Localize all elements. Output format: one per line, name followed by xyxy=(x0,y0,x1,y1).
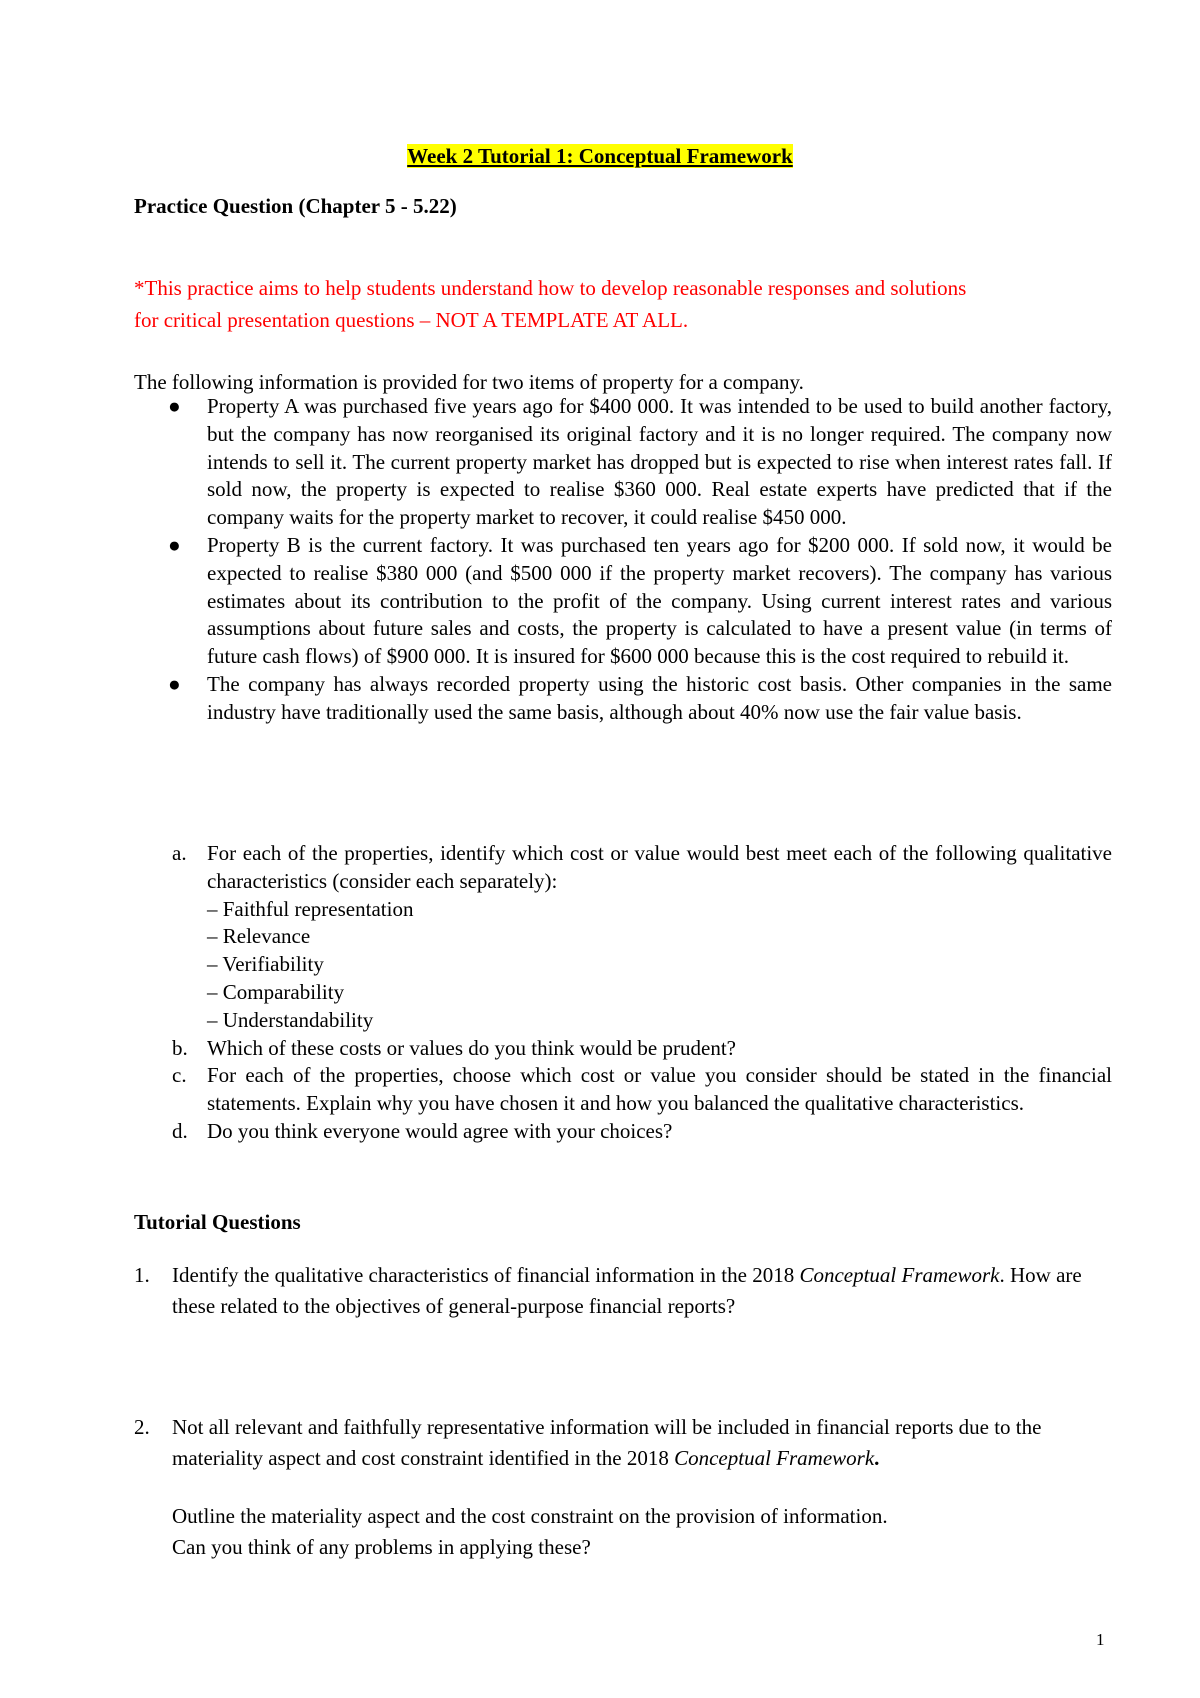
question-d xyxy=(134,1118,1112,1146)
question-marker: 2. xyxy=(134,1415,150,1439)
question-marker: c. xyxy=(172,1063,187,1088)
tutorial-question-1 xyxy=(134,1260,1112,1322)
bullet-text: Property A was purchased five years ago for $400 000. It was intended to be used to build another factory, but the company has now reorganised its original factory and it is no longer required. The company now intends to sell it. The current property market has dropped but is expected to rise when interest rates fall. If sold now, the property is expected to realise $360 000. Real estate experts have predicted that if the company waits for the property market to recover, it could realise $450 000. xyxy=(207,394,1112,530)
practice-note-line2: for critical presentation questions – NOT A TEMPLATE AT ALL. xyxy=(134,308,689,332)
q2-main xyxy=(134,1412,1112,1474)
practice-heading: Practice Question (Chapter 5 - 5.22) xyxy=(134,194,457,218)
page-title xyxy=(0,142,1200,170)
title-text: Week 2 Tutorial 1: Conceptual Framework xyxy=(407,144,793,168)
question-marker: d. xyxy=(172,1118,188,1143)
q2-line3: Can you think of any problems in applying these? xyxy=(172,1535,591,1559)
tutorial-question-2 xyxy=(134,1412,1112,1563)
q1-text-pre: Identify the qualitative characteristics of financial information in the 2018 xyxy=(172,1263,800,1287)
list-item xyxy=(134,671,1112,727)
q2-text-italic: Conceptual Framework xyxy=(674,1446,875,1470)
question-text: Which of these costs or values do you think would be prudent? xyxy=(207,1035,736,1060)
bullet-text: The company has always recorded property using the historic cost basis. Other companies in the same industry have traditionally used the same basis, although about 40% now use the fair value basis. xyxy=(207,671,1112,724)
q2-followup xyxy=(134,1501,1112,1563)
question-marker: b. xyxy=(172,1035,188,1060)
q2-text-post: . xyxy=(874,1446,880,1470)
list-item xyxy=(134,393,1112,532)
characteristic-item: – Relevance xyxy=(207,924,311,949)
q2-line2: Outline the materiality aspect and the cost constraint on the provision of information. xyxy=(172,1504,888,1528)
bullet-icon: ● xyxy=(168,394,181,418)
question-text: Do you think everyone would agree with your choices? xyxy=(207,1118,673,1143)
question-marker: 1. xyxy=(134,1263,150,1287)
practice-intro: The following information is provided for two items of property for a company. xyxy=(134,370,804,394)
tutorial-question-list xyxy=(134,1260,1112,1322)
page-number: 1 xyxy=(1096,1630,1105,1649)
characteristic-item: – Verifiability xyxy=(207,952,324,977)
q1-text-post: . How are these related to the objectives of general-purpose financial reports? xyxy=(172,1263,1082,1318)
q1-text-italic: Conceptual Framework xyxy=(799,1263,1000,1287)
practice-note xyxy=(134,272,1112,336)
list-item xyxy=(134,532,1112,671)
property-bullet-list xyxy=(134,393,1112,727)
bullet-icon: ● xyxy=(168,671,181,696)
q2-text-pre: Not all relevant and faithfully representative information will be included in financial reports due to the materiality aspect and cost constraint identified in the 2018 xyxy=(172,1415,1042,1470)
bullet-icon: ● xyxy=(168,532,181,557)
question-c xyxy=(134,1062,1112,1118)
question-b xyxy=(134,1035,1112,1063)
practice-note-line1: *This practice aims to help students understand how to develop reasonable responses and solutions xyxy=(134,276,967,300)
question-text: For each of the properties, choose which cost or value you consider should be stated in the financial statements. Explain why you have chosen it and how you balanced the qualitative characteristics. xyxy=(207,1063,1112,1116)
bullet-text: Property B is the current factory. It was purchased ten years ago for $200 000. If sold now, it would be expected to realise $380 000 (and $500 000 if the property market recovers). The company has various estimates about its contribution to the profit of the company. Using current interest rates and various assumptions about future sales and costs, the property is calculated to have a present value (in terms of future cash flows) of $900 000. It is insured for $600 000 because this is the cost required to rebuild it. xyxy=(207,532,1112,669)
characteristic-item: – Faithful representation xyxy=(207,896,414,921)
question-a xyxy=(134,840,1112,1035)
characteristic-item: – Comparability xyxy=(207,979,345,1004)
tutorial-heading: Tutorial Questions xyxy=(134,1210,301,1234)
characteristic-item: – Understandability xyxy=(207,1007,374,1032)
question-marker: a. xyxy=(172,841,187,865)
question-text: For each of the properties, identify which cost or value would best meet each of the following qualitative characteristics (consider each separately): xyxy=(207,841,1112,893)
practice-questions xyxy=(134,840,1112,1146)
